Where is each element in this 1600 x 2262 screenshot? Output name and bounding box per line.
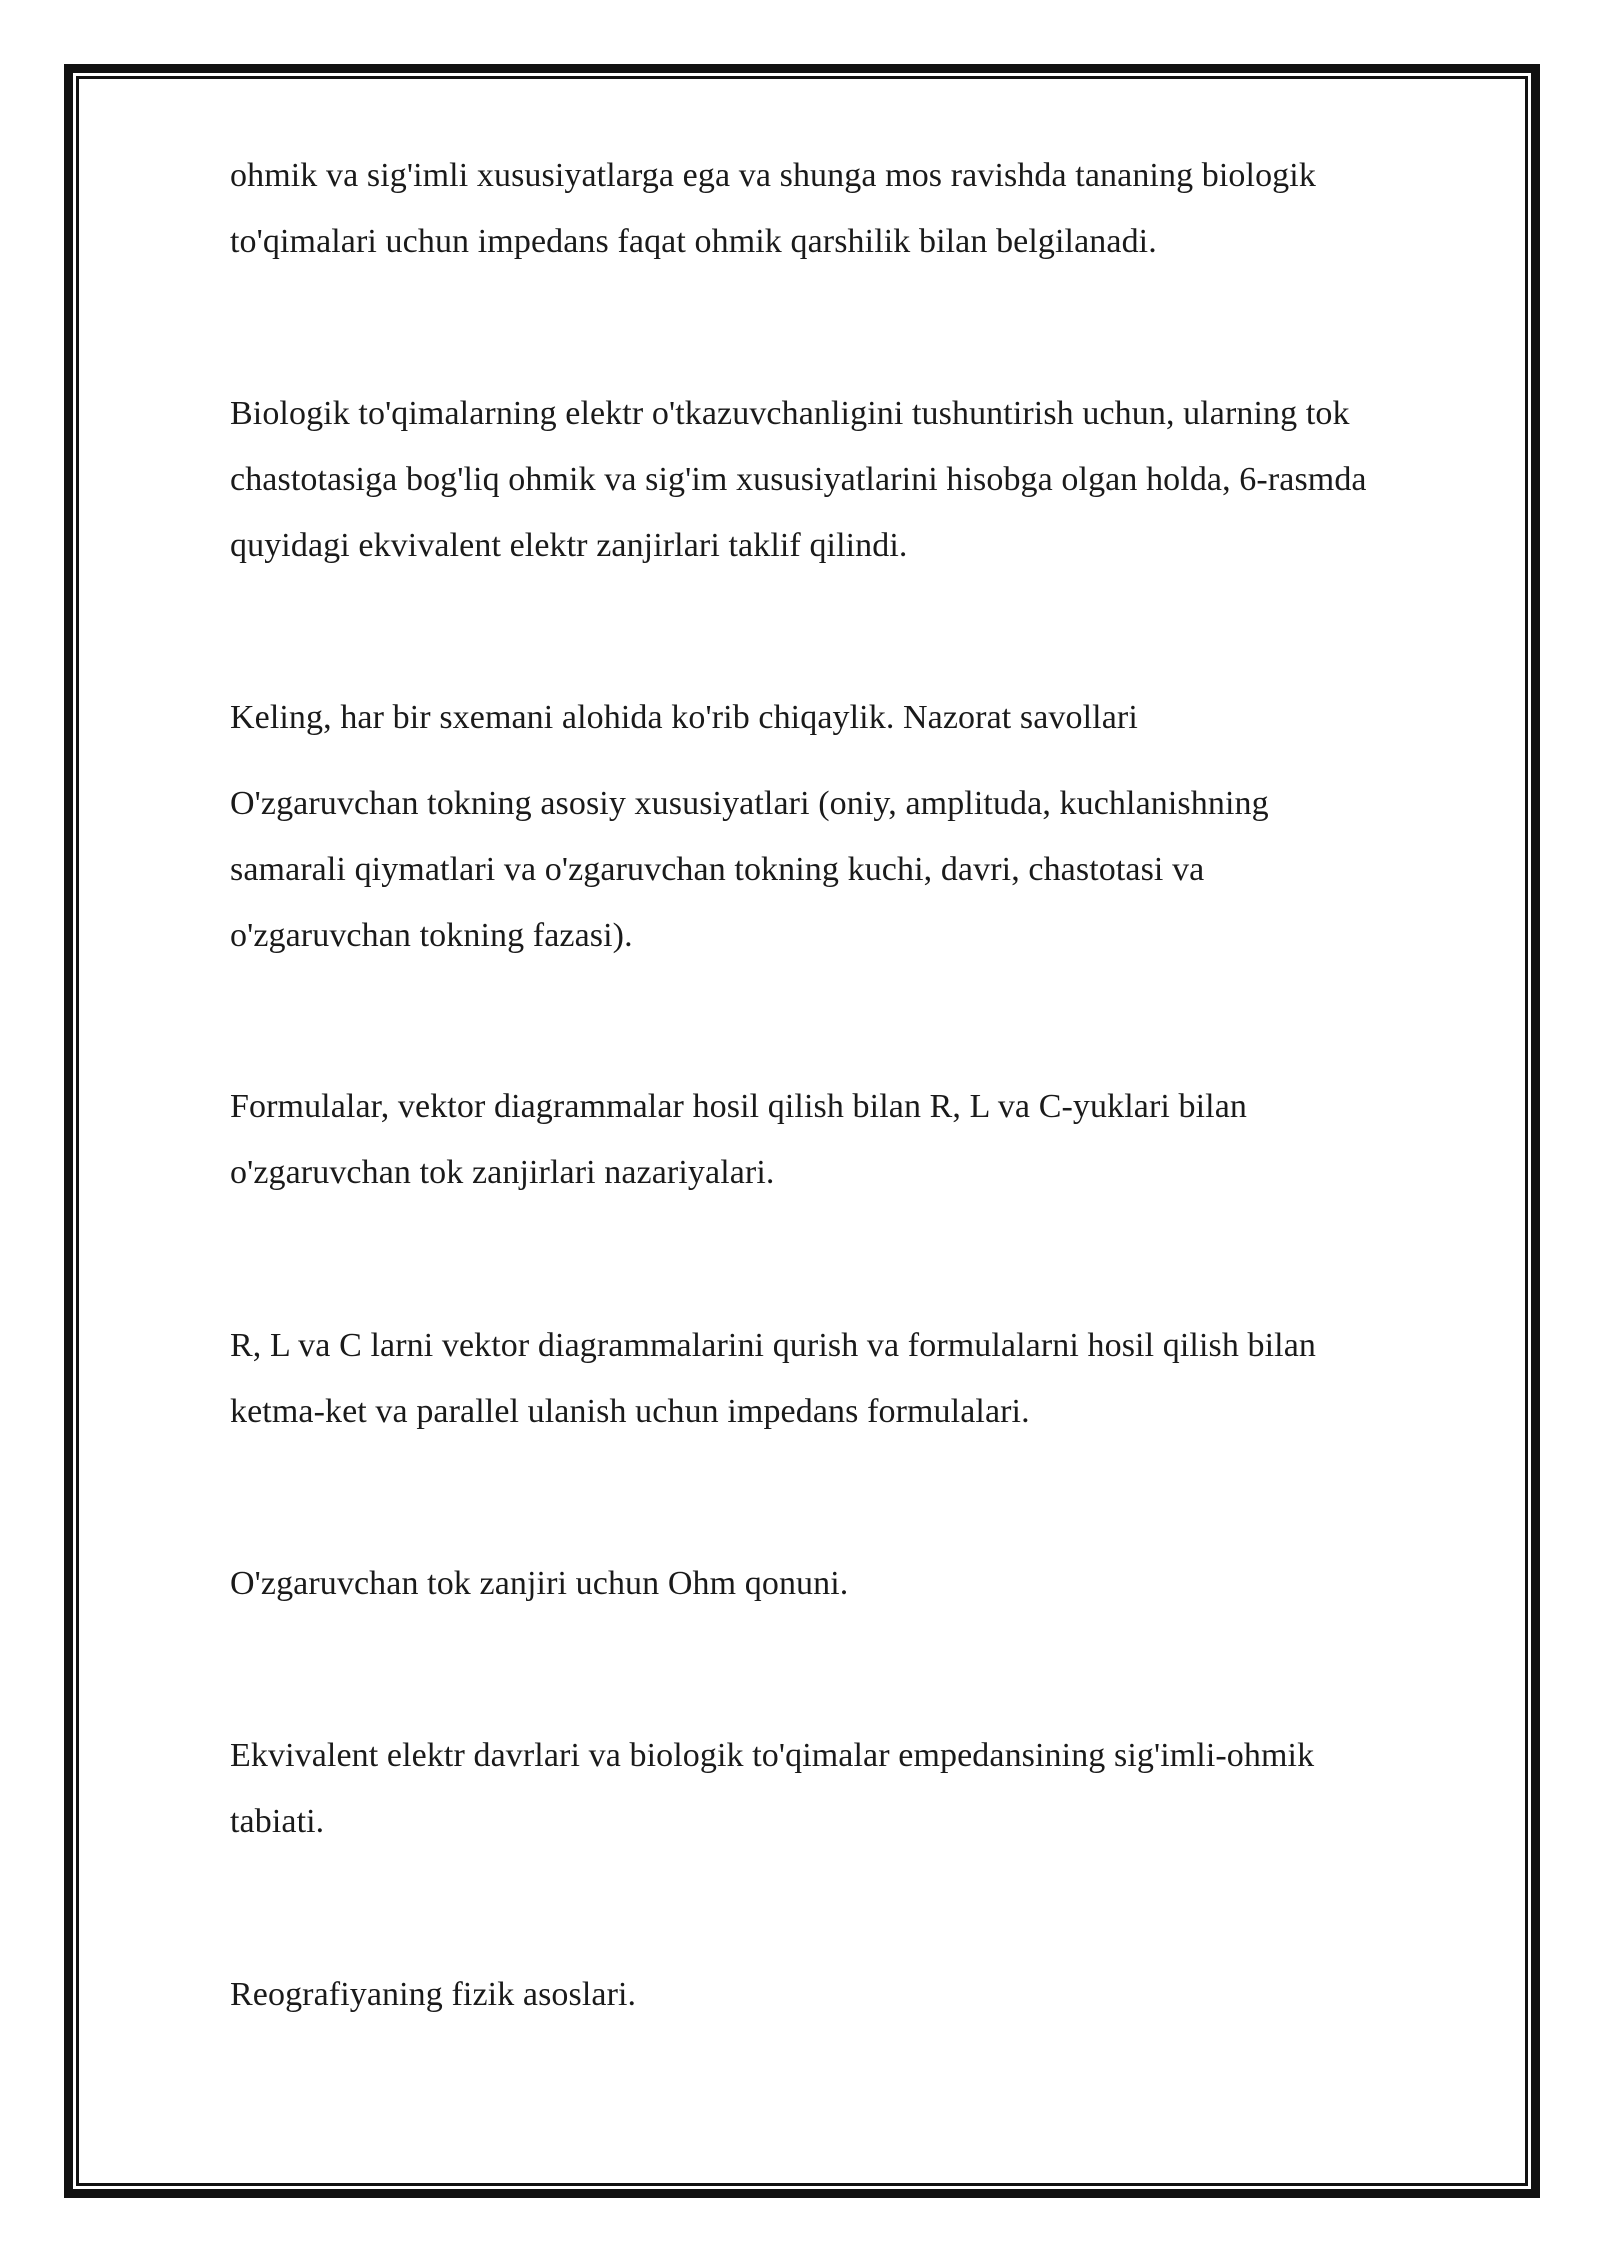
paragraph-equivalent-circuits: Biologik to'qimalarning elektr o'tkazuvchanligini tushuntirish uchun, ularning tok chastotasiga bog'liq ohmik va sig'im xususiyatlarini hisobga olgan holda, 6-rasmda quyidagi ekvivalent elektr zanjirlari taklif qilindi. [230, 395, 1367, 564]
question-rheography: Reografiyaning fizik asoslari. [230, 1976, 637, 2013]
question-ac-properties: O'zgaruvchan tokning asosiy xususiyatlari (oniy, amplituda, kuchlanishning samarali qiymatlari va o'zgaruvchan tokning kuchi, davri, chastotasi va o'zgaruvchan tokning fazasi). [230, 785, 1269, 954]
question-impedance-formulas: R, L va C larni vektor diagrammalarini qurish va formulalarni hosil qilish bilan ketma-ket va parallel ulanish uchun impedans formulalari. [230, 1327, 1317, 1430]
question-ohms-law: O'zgaruvchan tok zanjiri uchun Ohm qonuni. [230, 1565, 849, 1602]
paragraph-impedance-note: ohmik va sig'imli xususiyatlarga ega va shunga mos ravishda tananing biologik to'qimalari uchun impedans faqat ohmik qarshilik bilan belgilanadi. [230, 157, 1316, 260]
question-tissue-impedance: Ekvivalent elektr davrlari va biologik to'qimalar empedansining sig'imli-ohmik tabiati. [230, 1737, 1315, 1840]
question-rlc-theory: Formulalar, vektor diagrammalar hosil qilish bilan R, L va C-yuklari bilan o'zgaruvchan tok zanjirlari nazariyalari. [230, 1088, 1248, 1191]
paragraph-control-questions-intro: Keling, har bir sxemani alohida ko'rib chiqaylik. Nazorat savollari [230, 699, 1138, 736]
